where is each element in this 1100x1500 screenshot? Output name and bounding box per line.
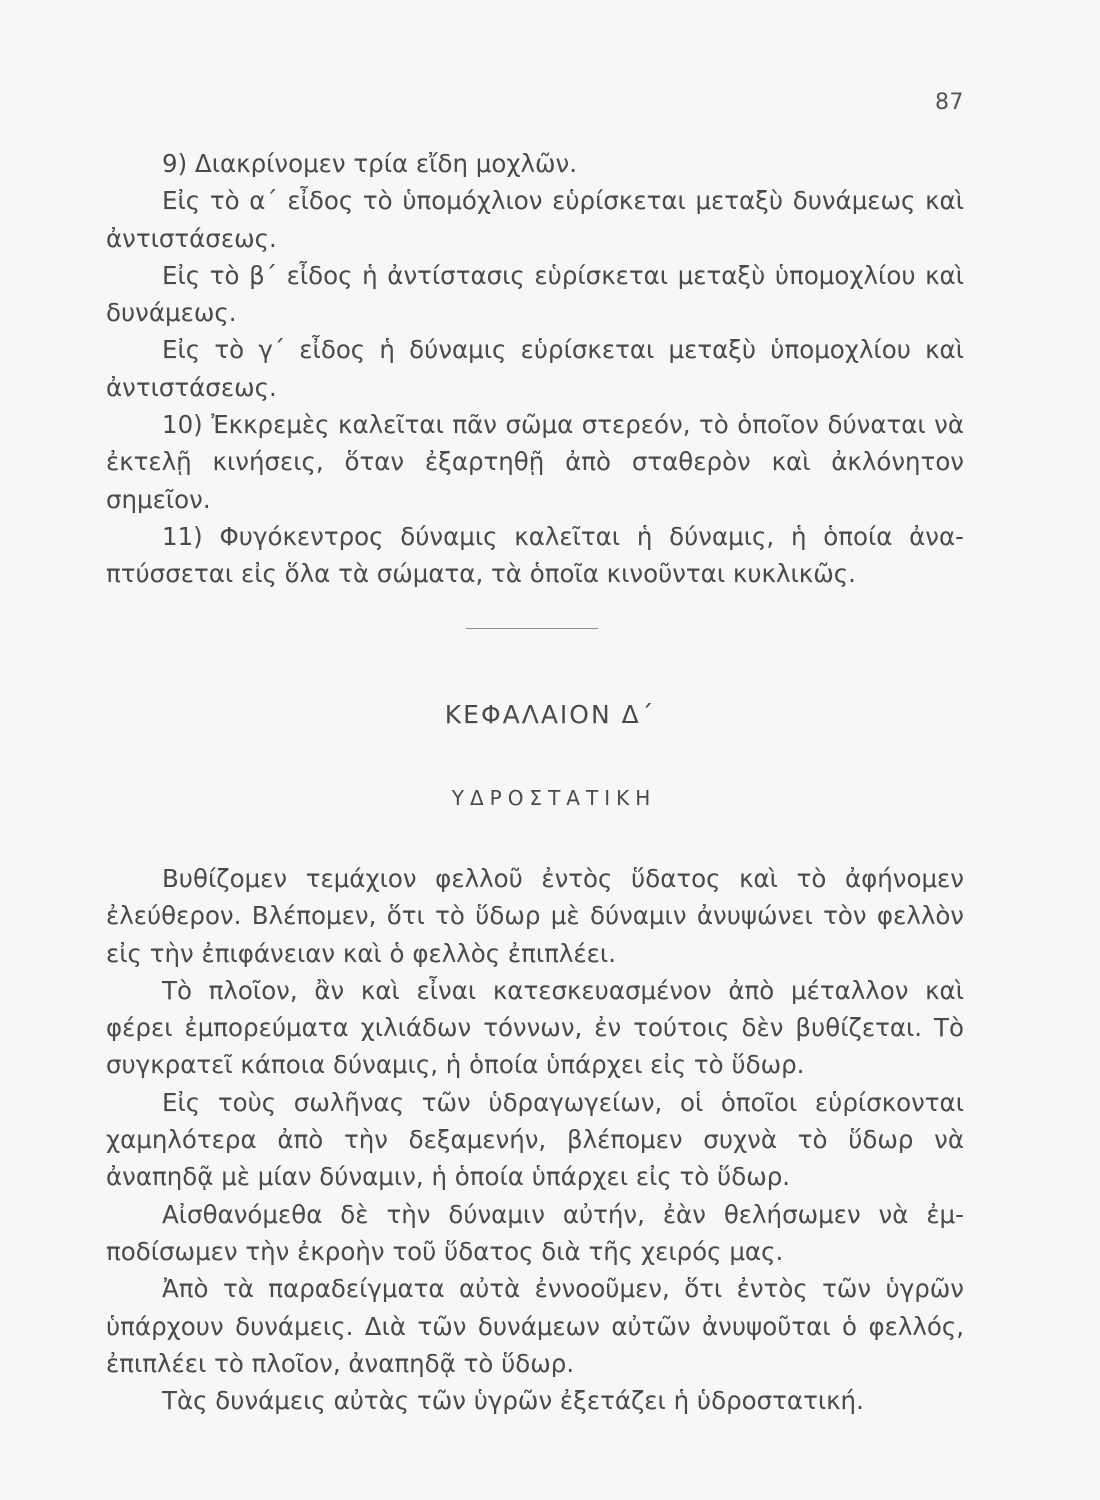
paragraph-cork-example: Βυθίζομεν τεμάχιον φελλοῦ ἐντὸς ὕδατος καὶ τὸ ἀφήνομεν ἐλεύθερον. Βλέπομεν, ὅτι τὸ ὕδωρ μὲ δύναμιν ἀνυψώνει τὸν φελλὸν εἰς τὴν ἐπιφάνειαν καὶ ὁ φελλὸς ἐπιπλέει. [106,864,964,968]
chapter-heading: ΚΕΦΑΛΑΙΟΝ Δ΄ [444,700,656,729]
section-hydrostatics [106,860,964,1419]
paragraph-pendulum: 10) Ἐκκρεμὲς καλεῖται πᾶν σῶμα στερεόν, τὸ ὁποῖον δύναται νὰ ἐκτελῇ κινήσεις, ὅταν ἐξαρτηθῇ ἀπὸ σταθερὸν καὶ ἀκλόνητον σημεῖον. [106,410,964,514]
paragraph-second-class-lever: Εἰς τὸ β΄ εἶδος ἡ ἀντίστασις εὑρίσκεται μεταξὺ ὑπομοχλίου καὶ δυνάμεως. [106,260,964,328]
page-number: 87 [935,90,964,115]
paragraph-hand-example: Αἰσθανόμεθα δὲ τὴν δύναμιν αὐτήν, ἐὰν θελήσωμεν νὰ ἐμποδίσωμεν τὴν ἐκροὴν τοῦ ὕδατος διὰ τῆς χειρός μας. [106,1199,964,1266]
chapter-title: ΥΔΡΟΣΤΑΤΙΚΗ [451,786,657,810]
paragraph-hydrostatics-definition: Τὰς δυνάμεις αὐτὰς τῶν ὑγρῶν ἐξετάζει ἡ ὑδροστατική. [162,1386,864,1416]
paragraph-pipes-example: Εἰς τοὺς σωλῆνας τῶν ὑδραγωγείων, οἱ ὁποῖοι εὑρίσκονται χαμηλότερα ἀπὸ τὴν δεξαμενήν, βλέπομεν συχνὰ τὸ ὕδωρ νὰ ἀναπηδᾷ μὲ μίαν δύναμιν, ἡ ὁποία ὑπάρχει εἰς τὸ ὕδωρ. [106,1087,964,1192]
section-mechanics-summary [106,145,964,593]
paragraph-conclusion: Ἀπὸ τὰ παραδείγματα αὐτὰ ἐννοοῦμεν, ὅτι ἐντὸς τῶν ὑγρῶν ὑπάρχουν δυνάμεις. Διὰ τῶν δυνάμεων αὐτῶν ἀνυψοῦται ὁ φελλός, ἐπιπλέει τὸ πλοῖον, ἀναπηδᾷ τὸ ὕδωρ. [106,1274,964,1378]
paragraph-first-class-lever: Εἰς τὸ α΄ εἶδος τὸ ὑπομόχλιον εὑρίσκεται μεταξὺ δυνάμεως καὶ ἀντιστάσεως. [106,186,964,253]
paragraph-centrifugal-force: 11) Φυγόκεντρος δύναμις καλεῖται ἡ δύναμις, ἡ ὁποία ἀναπτύσσεται εἰς ὅλα τὰ σώματα, τὰ ὁποῖα κινοῦνται κυκλικῶς. [106,521,964,589]
section-divider [466,628,598,629]
paragraph-third-class-lever: Εἰς τὸ γ΄ εἶδος ἡ δύναμις εὑρίσκεται μεταξὺ ὑπομοχλίου καὶ ἀντιστάσεως. [106,335,964,402]
paragraph-ship-example: Τὸ πλοῖον, ἂν καὶ εἶναι κατεσκευασμένον ἀπὸ μέταλλον καὶ φέρει ἐμπορεύματα χιλιάδων τόννων, ἐν τούτοις δὲν βυθίζεται. Τὸ συγκρατεῖ κάποια δύναμις, ἡ ὁποία ὑπάρχει εἰς τὸ ὕδωρ. [106,975,964,1080]
paragraph-lever-types: 9) Διακρίνομεν τρία εἴδη μοχλῶν. [162,149,577,178]
